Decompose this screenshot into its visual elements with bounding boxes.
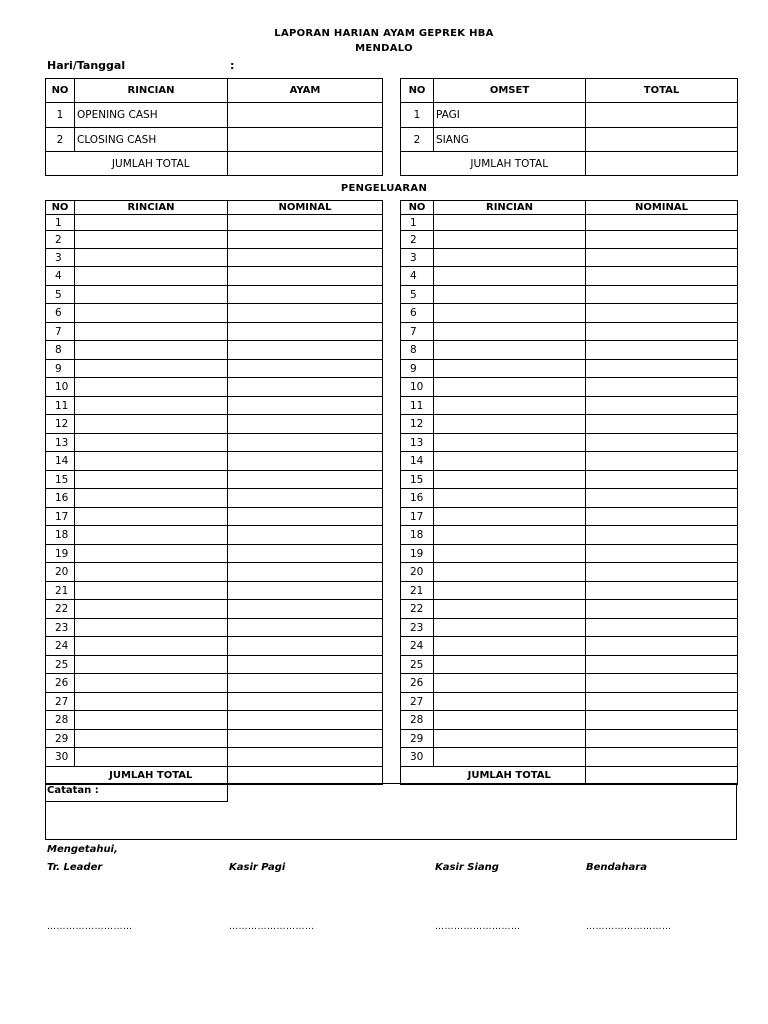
expense-row-rincian-cell[interactable] xyxy=(434,434,586,452)
table-row xyxy=(401,674,738,693)
expense-row-nominal-cell[interactable] xyxy=(228,215,383,231)
expense-row-no: 11 xyxy=(46,397,75,415)
expense-row-nominal-cell[interactable] xyxy=(228,397,383,415)
expense-right-header-rincian: RINCIAN xyxy=(434,201,586,215)
expense-row-nominal-cell[interactable] xyxy=(228,471,383,489)
table-row xyxy=(401,619,738,637)
table-row xyxy=(46,748,383,767)
expense-total-label: JUMLAH TOTAL xyxy=(434,767,586,785)
expense-row-rincian-cell[interactable] xyxy=(75,434,228,452)
table-row xyxy=(46,341,383,360)
expense-row-nominal-cell[interactable] xyxy=(586,452,738,471)
expense-row-no: 18 xyxy=(46,526,75,545)
expense-row-rincian-cell[interactable] xyxy=(434,415,586,434)
table-row xyxy=(46,267,383,286)
signature-line-kasir-siang: ……………………… xyxy=(435,922,521,932)
expense-row-nominal-cell[interactable] xyxy=(586,730,738,748)
expense-row-no: 17 xyxy=(46,508,75,526)
date-colon: : xyxy=(230,59,235,72)
expense-row-nominal-cell[interactable] xyxy=(228,489,383,508)
expense-row-rincian-cell[interactable] xyxy=(75,452,228,471)
expense-row-rincian-cell[interactable] xyxy=(434,637,586,656)
cash-header-no: NO xyxy=(46,79,75,103)
expense-row-nominal-cell[interactable] xyxy=(228,341,383,360)
expense-row-rincian-cell[interactable] xyxy=(434,286,586,304)
signature-line-bendahara: ……………………… xyxy=(586,922,672,932)
omset-row-value-cell[interactable] xyxy=(586,128,738,152)
expense-row-no: 25 xyxy=(401,656,434,674)
table-row xyxy=(46,304,383,323)
table-row xyxy=(46,656,383,674)
expense-row-nominal-cell[interactable] xyxy=(228,748,383,767)
table-row xyxy=(401,249,738,267)
expense-row-nominal-cell[interactable] xyxy=(228,711,383,730)
expense-row-nominal-cell[interactable] xyxy=(586,674,738,693)
expense-total-value-cell[interactable] xyxy=(586,767,738,785)
table-row xyxy=(401,267,738,286)
expense-row-rincian-cell[interactable] xyxy=(75,730,228,748)
expense-right-header-nominal: NOMINAL xyxy=(586,201,738,215)
table-row xyxy=(46,415,383,434)
expense-row-no: 25 xyxy=(46,656,75,674)
expense-row-no: 28 xyxy=(401,711,434,730)
expense-row-rincian-cell[interactable] xyxy=(75,489,228,508)
table-row xyxy=(401,730,738,748)
expense-row-nominal-cell[interactable] xyxy=(586,563,738,582)
expense-row-rincian-cell[interactable] xyxy=(75,674,228,693)
signature-role-kasir-pagi: Kasir Pagi xyxy=(229,862,286,873)
expense-row-rincian-cell[interactable] xyxy=(434,730,586,748)
expense-row-rincian-cell[interactable] xyxy=(75,637,228,656)
expense-row-rincian-cell[interactable] xyxy=(434,526,586,545)
table-row xyxy=(46,582,383,600)
table-row xyxy=(401,563,738,582)
signature-role-bendahara: Bendahara xyxy=(586,862,647,873)
cash-row-value-cell[interactable] xyxy=(228,128,383,152)
expense-row-no: 8 xyxy=(401,341,434,360)
expense-row-nominal-cell[interactable] xyxy=(228,323,383,341)
expense-row-rincian-cell[interactable] xyxy=(75,231,228,249)
expense-row-rincian-cell[interactable] xyxy=(75,360,228,378)
expense-row-nominal-cell[interactable] xyxy=(586,508,738,526)
expense-row-no: 30 xyxy=(46,748,75,767)
cash-row-no: 2 xyxy=(46,128,75,152)
expense-left-header-rincian: RINCIAN xyxy=(75,201,228,215)
date-label: Hari/Tanggal xyxy=(47,59,126,72)
expense-row-no: 11 xyxy=(401,397,434,415)
expense-row-rincian-cell[interactable] xyxy=(434,471,586,489)
expense-row-rincian-cell[interactable] xyxy=(434,508,586,526)
expense-row-no: 22 xyxy=(401,600,434,619)
expense-row-rincian-cell[interactable] xyxy=(75,471,228,489)
expense-row-nominal-cell[interactable] xyxy=(228,674,383,693)
table-row xyxy=(401,489,738,508)
expense-row-no: 16 xyxy=(46,489,75,508)
expense-row-nominal-cell[interactable] xyxy=(228,693,383,711)
table-row xyxy=(46,323,383,341)
table-row xyxy=(46,215,383,231)
expense-row-no: 2 xyxy=(46,231,75,249)
expense-row-nominal-cell[interactable] xyxy=(228,452,383,471)
table-row xyxy=(46,508,383,526)
expense-left-header-no: NO xyxy=(46,201,75,215)
expense-row-rincian-cell[interactable] xyxy=(434,600,586,619)
omset-header-no: NO xyxy=(401,79,434,103)
expense-row-nominal-cell[interactable] xyxy=(228,582,383,600)
expense-row-rincian-cell[interactable] xyxy=(75,249,228,267)
expense-row-nominal-cell[interactable] xyxy=(586,637,738,656)
expense-row-no: 4 xyxy=(46,267,75,286)
table-row xyxy=(46,397,383,415)
expense-row-rincian-cell[interactable] xyxy=(434,397,586,415)
expense-row-nominal-cell[interactable] xyxy=(586,415,738,434)
table-total-row xyxy=(46,767,383,785)
table-row xyxy=(401,693,738,711)
table-row xyxy=(401,286,738,304)
expense-row-rincian-cell[interactable] xyxy=(434,323,586,341)
report-subtitle: MENDALO xyxy=(355,43,413,54)
expense-row-rincian-cell[interactable] xyxy=(75,304,228,323)
cash-header-rincian: RINCIAN xyxy=(75,79,228,103)
expense-row-rincian-cell[interactable] xyxy=(75,748,228,767)
table-row xyxy=(401,526,738,545)
table-row xyxy=(401,304,738,323)
expense-row-nominal-cell[interactable] xyxy=(586,582,738,600)
table-row xyxy=(46,360,383,378)
expense-row-no: 24 xyxy=(46,637,75,656)
expense-row-nominal-cell[interactable] xyxy=(228,526,383,545)
cash-row-label: CLOSING CASH xyxy=(75,128,228,152)
table-row xyxy=(401,508,738,526)
table-total-row xyxy=(46,152,383,176)
expense-row-rincian-cell[interactable] xyxy=(75,508,228,526)
table-row xyxy=(401,415,738,434)
signature-role-tr-leader: Tr. Leader xyxy=(47,862,103,873)
table-row xyxy=(401,323,738,341)
expense-row-rincian-cell[interactable] xyxy=(75,619,228,637)
expense-row-rincian-cell[interactable] xyxy=(434,360,586,378)
expense-row-no: 20 xyxy=(401,563,434,582)
expense-row-no: 13 xyxy=(401,434,434,452)
expense-row-no: 29 xyxy=(46,730,75,748)
expense-row-no: 5 xyxy=(46,286,75,304)
expense-row-no: 12 xyxy=(46,415,75,434)
expense-row-nominal-cell[interactable] xyxy=(586,693,738,711)
expense-row-no: 18 xyxy=(401,526,434,545)
expense-row-no: 14 xyxy=(401,452,434,471)
cash-total-value-cell[interactable] xyxy=(228,152,383,176)
expense-row-nominal-cell[interactable] xyxy=(228,249,383,267)
expense-row-rincian-cell[interactable] xyxy=(75,323,228,341)
omset-header-omset: OMSET xyxy=(434,79,586,103)
expense-row-no: 19 xyxy=(46,545,75,563)
expense-row-rincian-cell[interactable] xyxy=(75,341,228,360)
expense-row-rincian-cell[interactable] xyxy=(75,711,228,730)
expense-row-nominal-cell[interactable] xyxy=(228,286,383,304)
expense-row-rincian-cell[interactable] xyxy=(434,452,586,471)
expense-row-no: 29 xyxy=(401,730,434,748)
table-row xyxy=(401,397,738,415)
expense-row-nominal-cell[interactable] xyxy=(586,341,738,360)
expense-row-no: 21 xyxy=(46,582,75,600)
table-row xyxy=(46,711,383,730)
expense-table-left xyxy=(45,200,383,785)
expense-row-rincian-cell[interactable] xyxy=(434,249,586,267)
cash-table xyxy=(45,78,383,176)
table-row xyxy=(401,215,738,231)
expense-row-no: 23 xyxy=(46,619,75,637)
omset-row-no: 2 xyxy=(401,128,434,152)
table-row xyxy=(46,231,383,249)
expense-row-rincian-cell[interactable] xyxy=(434,215,586,231)
pengeluaran-title: PENGELUARAN xyxy=(340,183,428,194)
table-row xyxy=(46,730,383,748)
expense-row-rincian-cell[interactable] xyxy=(75,656,228,674)
omset-row-label: SIANG xyxy=(434,128,586,152)
expense-row-no: 22 xyxy=(46,600,75,619)
expense-row-nominal-cell[interactable] xyxy=(586,360,738,378)
expense-row-nominal-cell[interactable] xyxy=(228,563,383,582)
omset-row-label: PAGI xyxy=(434,103,586,128)
expense-row-no: 7 xyxy=(46,323,75,341)
table-row xyxy=(46,128,383,152)
acknowledged-label: Mengetahui, xyxy=(47,844,118,855)
table-row xyxy=(401,231,738,249)
table-row xyxy=(46,471,383,489)
omset-header-total: TOTAL xyxy=(586,79,738,103)
expense-row-nominal-cell[interactable] xyxy=(586,267,738,286)
expense-row-no: 23 xyxy=(401,619,434,637)
expense-row-no: 10 xyxy=(401,378,434,397)
table-row xyxy=(46,600,383,619)
expense-row-rincian-cell[interactable] xyxy=(434,545,586,563)
expense-row-rincian-cell[interactable] xyxy=(434,231,586,249)
table-row xyxy=(401,600,738,619)
expense-row-nominal-cell[interactable] xyxy=(228,637,383,656)
table-row xyxy=(46,619,383,637)
expense-row-nominal-cell[interactable] xyxy=(586,249,738,267)
expense-row-rincian-cell[interactable] xyxy=(434,378,586,397)
expense-row-no: 26 xyxy=(46,674,75,693)
expense-row-rincian-cell[interactable] xyxy=(75,526,228,545)
expense-row-nominal-cell[interactable] xyxy=(586,378,738,397)
table-row xyxy=(46,249,383,267)
expense-row-rincian-cell[interactable] xyxy=(434,656,586,674)
expense-row-no: 27 xyxy=(46,693,75,711)
expense-row-no: 7 xyxy=(401,323,434,341)
expense-row-rincian-cell[interactable] xyxy=(434,563,586,582)
expense-row-nominal-cell[interactable] xyxy=(228,360,383,378)
expense-row-no: 13 xyxy=(46,434,75,452)
expense-row-no: 6 xyxy=(401,304,434,323)
expense-row-nominal-cell[interactable] xyxy=(228,508,383,526)
table-row xyxy=(401,545,738,563)
table-row xyxy=(46,452,383,471)
expense-row-no: 24 xyxy=(401,637,434,656)
expense-row-rincian-cell[interactable] xyxy=(434,711,586,730)
table-row xyxy=(46,563,383,582)
table-row xyxy=(46,103,383,128)
table-row xyxy=(46,434,383,452)
expense-row-nominal-cell[interactable] xyxy=(228,267,383,286)
expense-row-nominal-cell[interactable] xyxy=(586,434,738,452)
expense-row-nominal-cell[interactable] xyxy=(228,730,383,748)
expense-row-nominal-cell[interactable] xyxy=(586,397,738,415)
expense-row-nominal-cell[interactable] xyxy=(586,545,738,563)
expense-row-rincian-cell[interactable] xyxy=(434,619,586,637)
expense-left-header-nominal: NOMINAL xyxy=(228,201,383,215)
report-title: LAPORAN HARIAN AYAM GEPREK HBA xyxy=(274,28,494,39)
table-row xyxy=(46,637,383,656)
expense-row-no: 27 xyxy=(401,693,434,711)
table-row xyxy=(401,637,738,656)
expense-row-rincian-cell[interactable] xyxy=(75,286,228,304)
expense-row-no: 8 xyxy=(46,341,75,360)
signature-line-kasir-pagi: ……………………… xyxy=(229,922,315,932)
table-row xyxy=(46,545,383,563)
expense-row-no: 17 xyxy=(401,508,434,526)
omset-total-label: JUMLAH TOTAL xyxy=(434,152,586,176)
expense-table-right xyxy=(400,200,738,785)
omset-row-no: 1 xyxy=(401,103,434,128)
expense-row-rincian-cell[interactable] xyxy=(75,397,228,415)
cash-row-no: 1 xyxy=(46,103,75,128)
expense-row-nominal-cell[interactable] xyxy=(586,526,738,545)
expense-row-no: 30 xyxy=(401,748,434,767)
expense-row-no: 2 xyxy=(401,231,434,249)
expense-row-no: 9 xyxy=(401,360,434,378)
table-row xyxy=(401,711,738,730)
expense-row-nominal-cell[interactable] xyxy=(586,471,738,489)
expense-row-rincian-cell[interactable] xyxy=(434,267,586,286)
expense-row-nominal-cell[interactable] xyxy=(586,600,738,619)
expense-row-no: 28 xyxy=(46,711,75,730)
table-row xyxy=(401,360,738,378)
expense-row-no: 9 xyxy=(46,360,75,378)
expense-row-no: 6 xyxy=(46,304,75,323)
expense-row-no: 3 xyxy=(46,249,75,267)
expense-row-nominal-cell[interactable] xyxy=(228,304,383,323)
cash-row-label: OPENING CASH xyxy=(75,103,228,128)
table-row xyxy=(401,103,738,128)
table-row xyxy=(401,656,738,674)
expense-row-nominal-cell[interactable] xyxy=(228,415,383,434)
expense-total-value-cell[interactable] xyxy=(228,767,383,785)
table-row xyxy=(46,526,383,545)
table-row xyxy=(401,748,738,767)
table-total-row xyxy=(401,152,738,176)
expense-row-rincian-cell[interactable] xyxy=(75,600,228,619)
expense-row-nominal-cell[interactable] xyxy=(228,434,383,452)
expense-row-nominal-cell[interactable] xyxy=(228,619,383,637)
expense-row-no: 5 xyxy=(401,286,434,304)
expense-row-nominal-cell[interactable] xyxy=(228,378,383,397)
expense-row-rincian-cell[interactable] xyxy=(434,674,586,693)
expense-row-no: 19 xyxy=(401,545,434,563)
expense-row-rincian-cell[interactable] xyxy=(434,341,586,360)
table-row xyxy=(401,378,738,397)
expense-row-no: 14 xyxy=(46,452,75,471)
expense-row-rincian-cell[interactable] xyxy=(75,693,228,711)
expense-row-rincian-cell[interactable] xyxy=(434,304,586,323)
expense-row-no: 1 xyxy=(46,215,75,231)
notes-label: Catatan : xyxy=(47,785,99,796)
expense-row-nominal-cell[interactable] xyxy=(228,656,383,674)
table-row xyxy=(401,452,738,471)
signature-role-kasir-siang: Kasir Siang xyxy=(435,862,499,873)
expense-row-rincian-cell[interactable] xyxy=(75,563,228,582)
expense-row-nominal-cell[interactable] xyxy=(228,600,383,619)
expense-row-rincian-cell[interactable] xyxy=(75,378,228,397)
expense-row-rincian-cell[interactable] xyxy=(434,693,586,711)
expense-row-no: 12 xyxy=(401,415,434,434)
cash-header-ayam: AYAM xyxy=(228,79,383,103)
expense-row-no: 26 xyxy=(401,674,434,693)
expense-row-nominal-cell[interactable] xyxy=(586,323,738,341)
table-row xyxy=(46,693,383,711)
expense-row-nominal-cell[interactable] xyxy=(228,231,383,249)
expense-row-no: 21 xyxy=(401,582,434,600)
expense-row-no: 15 xyxy=(401,471,434,489)
table-row xyxy=(46,489,383,508)
expense-row-nominal-cell[interactable] xyxy=(586,619,738,637)
table-row xyxy=(401,471,738,489)
expense-row-no: 10 xyxy=(46,378,75,397)
expense-row-no: 15 xyxy=(46,471,75,489)
expense-row-nominal-cell[interactable] xyxy=(586,489,738,508)
expense-row-rincian-cell[interactable] xyxy=(75,215,228,231)
omset-table xyxy=(400,78,738,176)
table-row xyxy=(401,434,738,452)
cash-total-label: JUMLAH TOTAL xyxy=(75,152,228,176)
table-row xyxy=(401,128,738,152)
expense-row-nominal-cell[interactable] xyxy=(586,656,738,674)
expense-row-nominal-cell[interactable] xyxy=(586,286,738,304)
expense-right-header-no: NO xyxy=(401,201,434,215)
expense-row-rincian-cell[interactable] xyxy=(434,582,586,600)
expense-row-nominal-cell[interactable] xyxy=(586,711,738,730)
expense-row-nominal-cell[interactable] xyxy=(586,748,738,767)
expense-row-nominal-cell[interactable] xyxy=(586,231,738,249)
cash-row-value-cell[interactable] xyxy=(228,103,383,128)
table-total-row xyxy=(401,767,738,785)
expense-row-nominal-cell[interactable] xyxy=(586,215,738,231)
table-row xyxy=(46,674,383,693)
table-row xyxy=(46,286,383,304)
omset-total-value-cell[interactable] xyxy=(586,152,738,176)
expense-row-rincian-cell[interactable] xyxy=(434,748,586,767)
expense-row-rincian-cell[interactable] xyxy=(75,582,228,600)
expense-row-rincian-cell[interactable] xyxy=(75,415,228,434)
expense-row-nominal-cell[interactable] xyxy=(586,304,738,323)
expense-row-rincian-cell[interactable] xyxy=(434,489,586,508)
expense-row-no: 3 xyxy=(401,249,434,267)
table-row xyxy=(46,378,383,397)
expense-row-rincian-cell[interactable] xyxy=(75,545,228,563)
expense-row-rincian-cell[interactable] xyxy=(75,267,228,286)
expense-total-label: JUMLAH TOTAL xyxy=(75,767,228,785)
expense-row-no: 16 xyxy=(401,489,434,508)
table-row xyxy=(401,341,738,360)
expense-row-no: 4 xyxy=(401,267,434,286)
table-row xyxy=(401,582,738,600)
expense-row-no: 1 xyxy=(401,215,434,231)
signature-line-tr-leader: ……………………… xyxy=(47,922,133,932)
expense-row-nominal-cell[interactable] xyxy=(228,545,383,563)
expense-row-no: 20 xyxy=(46,563,75,582)
omset-row-value-cell[interactable] xyxy=(586,103,738,128)
